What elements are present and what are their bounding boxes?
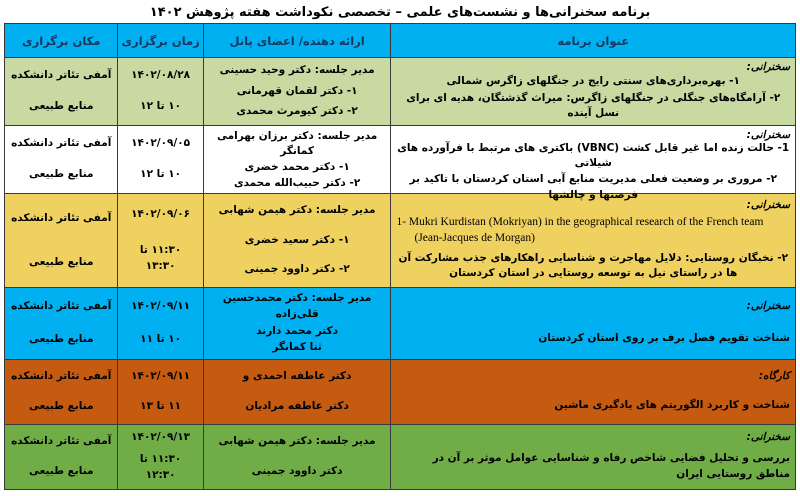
location-cell-content	[5, 127, 117, 193]
program-cell	[391, 288, 796, 360]
panel-cell	[203, 194, 391, 288]
location-cell-content	[5, 361, 117, 424]
panel-cell-content	[204, 361, 391, 424]
program-line: ۲- نخبگان روستایی: دلایل مهاجرت و شناسایی راهکارهای جذب مشارکت آن ها در راستای نیل به توسعه روستایی در استان کردستان	[398, 251, 788, 280]
panel-cell	[203, 126, 391, 194]
schedule-table	[4, 23, 796, 490]
location-cell	[5, 360, 118, 425]
panel-cell	[203, 58, 391, 126]
location-line: منابع طبیعی	[28, 255, 94, 268]
location-line: آمفی تئاتر دانشکده	[11, 435, 112, 448]
table-row	[5, 360, 796, 425]
location-cell-content	[5, 195, 117, 287]
time-cell-content	[118, 426, 202, 489]
location-line: منابع طبیعی	[28, 333, 94, 346]
time-cell	[118, 425, 203, 490]
panel-line: ثنا کمانگر	[272, 341, 322, 354]
panel-line: مدیر جلسه: دکتر وحید حسینی	[219, 63, 375, 76]
header-row	[5, 24, 796, 58]
program-cell	[391, 360, 796, 425]
time-cell	[118, 194, 203, 288]
time-cell	[118, 360, 203, 425]
panel-line: دکتر عاطفه احمدی و	[242, 370, 352, 383]
location-line: منابع طبیعی	[28, 168, 94, 181]
panel-line: دکتر عاطفه مرادیان	[245, 399, 349, 412]
location-cell	[5, 425, 118, 490]
program-cell	[391, 126, 796, 201]
location-line: منابع طبیعی	[28, 399, 94, 412]
table-row	[5, 58, 796, 126]
program-type-label: کارگاه:	[758, 370, 790, 383]
panel-line: مدیر جلسه: دکتر برزان بهرامی کمانگر	[216, 129, 378, 158]
panel-line: مدیر جلسه: دکتر هیمن شهابی	[218, 435, 376, 448]
time-cell-content	[118, 361, 202, 424]
header-program-title: عنوان برنامه	[391, 24, 796, 58]
time-text: ۱۰ تا ۱۲	[140, 100, 182, 113]
table-row	[5, 288, 796, 360]
date-text: ۱۴۰۲/۰۹/۱۳	[131, 431, 191, 444]
time-cell-content	[118, 127, 202, 193]
panel-cell-content	[204, 289, 391, 359]
location-line: آمفی تئاتر دانشکده	[11, 300, 112, 313]
time-cell	[118, 126, 203, 194]
program-line: ۱- بهره‌برداری‌های سنتی رایج در جنگلهای زاگرس شمالی	[446, 74, 740, 87]
program-cell-content	[391, 59, 795, 125]
location-cell	[5, 126, 118, 194]
program-cell-content	[391, 127, 795, 201]
program-line: شناخت تقویم فصل برف بر روی استان کردستان	[538, 332, 790, 345]
panel-cell	[203, 288, 391, 360]
panel-cell-content	[204, 426, 391, 489]
program-type-label: سخنرانی:	[746, 60, 790, 73]
location-cell	[5, 194, 118, 288]
panel-line: دکتر داوود جمینی	[251, 464, 343, 477]
time-cell-content	[118, 195, 202, 287]
program-cell	[391, 425, 796, 490]
program-cell	[391, 58, 796, 126]
location-cell	[5, 58, 118, 126]
panel-line: ۲- دکتر داوود جمینی	[244, 262, 350, 275]
program-line: ۲- مروری بر وضعیت فعلی مدیریت منابع آبی استان کردستان با تاکید بر فرصتها و چالشها	[409, 173, 777, 201]
panel-cell	[203, 425, 391, 490]
panel-line: ۱- دکتر سعید خضری	[244, 233, 350, 246]
location-line: آمفی تئاتر دانشکده	[11, 211, 112, 224]
schedule-body	[5, 58, 796, 490]
location-line: آمفی تئاتر دانشکده	[11, 69, 112, 82]
date-text: ۱۴۰۲/۰۹/۰۶	[131, 207, 191, 220]
program-cell-content	[391, 195, 795, 287]
panel-line: مدیر جلسه: دکتر محمدحسین قلی‌زاده	[222, 292, 372, 320]
location-line: منابع طبیعی	[28, 464, 94, 477]
program-line: بررسی و تحلیل فضایی شاخص رفاه و شناسایی عوامل موثر بر آن در مناطق روستایی ایران	[432, 452, 790, 480]
program-cell-content	[391, 361, 795, 424]
location-cell	[5, 288, 118, 360]
program-type-label: سخنرانی:	[746, 431, 790, 444]
location-line: آمفی تئاتر دانشکده	[11, 137, 112, 150]
table-row	[5, 126, 796, 194]
panel-line: دکتر محمد دارند	[256, 324, 339, 337]
time-cell-content	[118, 59, 202, 125]
program-type-label: سخنرانی:	[746, 128, 790, 141]
program-line: 1- Mukri Kurdistan (Mokriyan) in the geographical research of the French team (Jean-Jacques de Morgan)	[396, 216, 764, 244]
date-text: ۱۴۰۲/۰۹/۱۱	[131, 370, 191, 383]
header-time: زمان برگزاری	[118, 24, 203, 58]
panel-line: ۲- دکتر حبیب‌الله محمدی	[233, 176, 361, 189]
location-line: آمفی تئاتر دانشکده	[11, 370, 112, 383]
panel-cell-content	[204, 127, 391, 193]
panel-line: مدیر جلسه: دکتر هیمن شهابی	[218, 204, 376, 217]
program-cell-content	[391, 426, 795, 489]
program-type-label: سخنرانی:	[746, 198, 790, 211]
time-cell-content	[118, 289, 202, 359]
program-cell	[391, 194, 796, 288]
panel-line: ۱- دکتر محمد خضری	[244, 161, 350, 173]
header-panel-members: ارائه دهنده/ اعضای پانل	[203, 24, 391, 58]
time-text: ۱۱:۳۰ تا ۱۳:۳۰	[139, 243, 182, 272]
date-text: ۱۴۰۲/۰۹/۰۵	[131, 137, 191, 150]
panel-cell-content	[204, 195, 391, 287]
page-title: برنامه سخنرانی‌ها و نشست‌های علمی – تخصصی نکوداشت هفته پژوهش ۱۴۰۲	[149, 5, 651, 20]
time-text: ۱۰ تا ۱۲	[140, 168, 182, 181]
program-line: ۲- آرامگاه‌های جنگلی در جنگلهای زاگرس: میراث گذشتگان، هدیه ای برای نسل آینده	[406, 91, 781, 120]
panel-line: ۲- دکتر کیومرث محمدی	[236, 105, 358, 118]
time-text: ۱۰ تا ۱۱	[140, 333, 182, 346]
time-text: ۱۱ تا ۱۳	[140, 399, 182, 412]
time-text: ۱۱:۳۰ تا ۱۲:۳۰	[139, 453, 182, 481]
header-location: مکان برگزاری	[5, 24, 118, 58]
program-line: شناخت و کاربرد الگوریتم های یادگیری ماشین	[554, 398, 790, 411]
location-cell-content	[5, 59, 117, 125]
date-text: ۱۴۰۲/۰۸/۲۸	[131, 69, 191, 82]
table-row	[5, 425, 796, 490]
location-cell-content	[5, 426, 117, 489]
time-cell	[118, 58, 203, 126]
program-line: 1- حالت زنده اما غیر قابل کشت (VBNC) باکتری های مرتبط با فرآورده های شیلاتی	[397, 141, 790, 170]
location-cell-content	[5, 289, 117, 359]
table-row	[5, 194, 796, 288]
time-cell	[118, 288, 203, 360]
program-cell-content	[391, 289, 795, 359]
location-line: منابع طبیعی	[28, 100, 94, 113]
date-text: ۱۴۰۲/۰۹/۱۱	[131, 300, 191, 313]
panel-cell	[203, 360, 391, 425]
panel-line: ۱- دکتر لقمان قهرمانی	[236, 84, 358, 97]
program-type-label: سخنرانی:	[746, 300, 790, 313]
panel-cell-content	[204, 59, 391, 125]
